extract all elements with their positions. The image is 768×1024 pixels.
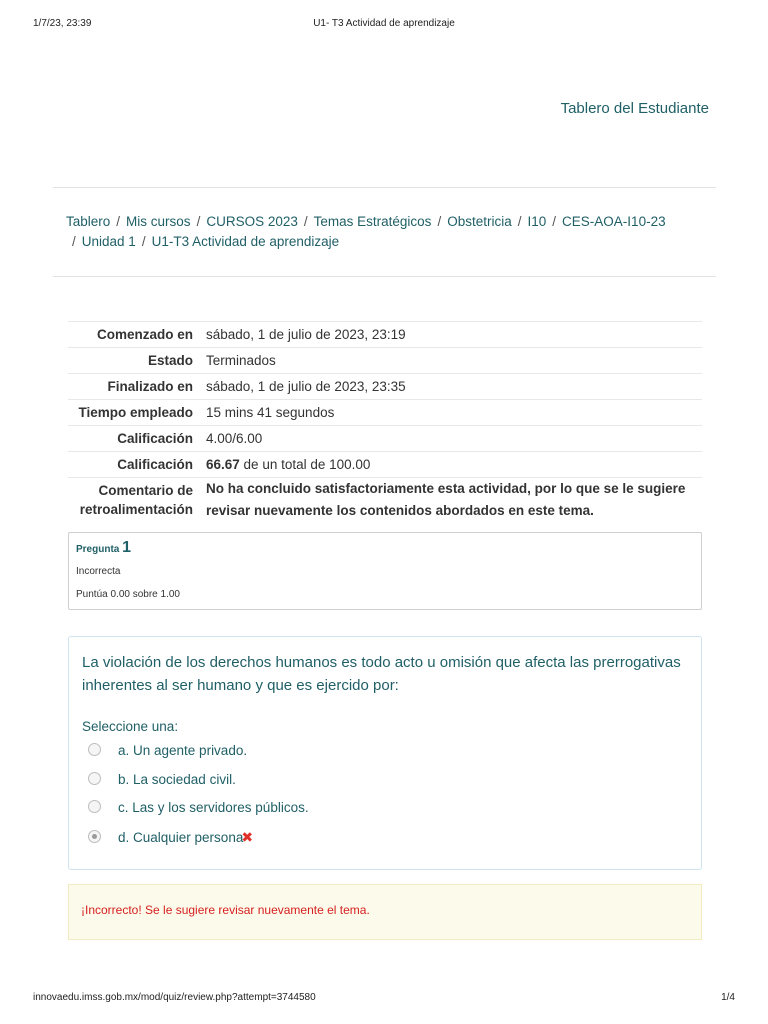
breadcrumb-sep: / xyxy=(437,214,442,229)
comment-text xyxy=(199,478,702,526)
comment-label xyxy=(68,478,199,526)
summary-row xyxy=(68,374,702,400)
print-page: 1/4 xyxy=(721,992,735,1003)
option-b[interactable] xyxy=(88,772,236,787)
summary-value: Terminados xyxy=(206,353,276,368)
breadcrumb-sep: / xyxy=(303,214,308,229)
divider-bottom xyxy=(53,276,716,277)
summary-row xyxy=(68,452,702,478)
summary-row xyxy=(68,400,702,426)
summary-row xyxy=(68,348,702,374)
breadcrumb-sep: / xyxy=(196,214,201,229)
print-title: U1- T3 Actividad de aprendizaje xyxy=(313,18,455,29)
radio-icon[interactable] xyxy=(88,743,101,756)
option-label: a. Un agente privado. xyxy=(118,743,248,758)
breadcrumb-sep: / xyxy=(72,234,76,249)
summary-row xyxy=(68,478,702,526)
feedback-box xyxy=(68,884,702,940)
question-number xyxy=(76,539,131,557)
breadcrumb-mis-cursos[interactable]: Mis cursos xyxy=(126,214,191,229)
breadcrumb-sep: / xyxy=(552,214,557,229)
question-state: Incorrecta xyxy=(76,566,121,577)
breadcrumb xyxy=(66,212,706,252)
divider-top xyxy=(53,187,716,188)
option-label: b. La sociedad civil. xyxy=(118,772,236,787)
attempt-summary xyxy=(68,321,702,525)
summary-label: Calificación xyxy=(117,431,193,446)
summary-value: 15 mins 41 segundos xyxy=(206,405,335,420)
comment-label-line2: retroalimentación xyxy=(79,502,193,517)
question-info xyxy=(68,532,702,610)
breadcrumb-obstetricia[interactable]: Obstetricia xyxy=(447,214,512,229)
option-c[interactable] xyxy=(88,800,309,815)
breadcrumb-cursos-2023[interactable]: CURSOS 2023 xyxy=(206,214,298,229)
grade-total: de un total de 100.00 xyxy=(239,457,371,472)
option-label: c. Las y los servidores públicos. xyxy=(118,800,309,815)
question-content xyxy=(68,636,702,870)
grade-score: 66.67 xyxy=(206,457,240,472)
breadcrumb-unidad[interactable]: Unidad 1 xyxy=(81,234,136,249)
option-d[interactable] xyxy=(88,829,253,846)
dashboard-link[interactable]: Tablero del Estudiante xyxy=(560,100,709,117)
radio-selected-icon[interactable] xyxy=(88,830,101,843)
summary-value: 4.00/6.00 xyxy=(206,431,263,446)
breadcrumb-sep: / xyxy=(141,234,146,249)
question-grade: Puntúa 0.00 sobre 1.00 xyxy=(76,589,180,600)
question-word: Pregunta xyxy=(76,544,120,555)
summary-label: Estado xyxy=(147,353,193,368)
x-mark-icon: ✖ xyxy=(241,829,254,845)
comment-label-line1: Comentario de xyxy=(98,483,193,498)
select-label: Seleccione una: xyxy=(82,719,179,734)
summary-label: Comenzado en xyxy=(96,327,193,342)
summary-row xyxy=(68,426,702,452)
breadcrumb-course[interactable]: CES-AOA-I10-23 xyxy=(562,214,666,229)
option-label: d. Cualquier persona xyxy=(118,830,244,845)
breadcrumb-sep: / xyxy=(517,214,522,229)
comment-text-value: No ha concluido satisfactoriamente esta actividad, por lo que se le sugiere revisar nuevamente los contenidos abordados en este tema. xyxy=(206,481,686,518)
print-url: innovaedu.imss.gob.mx/mod/quiz/review.php?attempt=3744580 xyxy=(33,992,316,1003)
summary-label: Finalizado en xyxy=(107,379,193,394)
radio-icon[interactable] xyxy=(88,800,101,813)
breadcrumb-tablero[interactable]: Tablero xyxy=(66,214,111,229)
summary-value: sábado, 1 de julio de 2023, 23:35 xyxy=(206,379,406,394)
summary-value: sábado, 1 de julio de 2023, 23:19 xyxy=(206,327,406,342)
radio-icon[interactable] xyxy=(88,772,101,785)
grade-value xyxy=(199,452,702,478)
grade-label: Calificación xyxy=(117,457,193,472)
breadcrumb-temas[interactable]: Temas Estratégicos xyxy=(313,214,432,229)
feedback-text: ¡Incorrecto! Se le sugiere revisar nuevamente el tema. xyxy=(81,903,370,917)
summary-label: Tiempo empleado xyxy=(78,405,193,420)
question-number-value: 1 xyxy=(122,539,132,556)
option-a[interactable] xyxy=(88,743,247,758)
breadcrumb-activity[interactable]: U1-T3 Actividad de aprendizaje xyxy=(151,234,340,249)
question-prompt: La violación de los derechos humanos es todo acto u omisión que afecta las prerrogativas inherentes al ser humano y que es ejercido por: xyxy=(82,654,681,694)
breadcrumb-i10[interactable]: I10 xyxy=(527,214,547,229)
breadcrumb-sep: / xyxy=(116,214,121,229)
summary-row xyxy=(68,322,702,348)
print-datetime: 1/7/23, 23:39 xyxy=(33,18,92,29)
